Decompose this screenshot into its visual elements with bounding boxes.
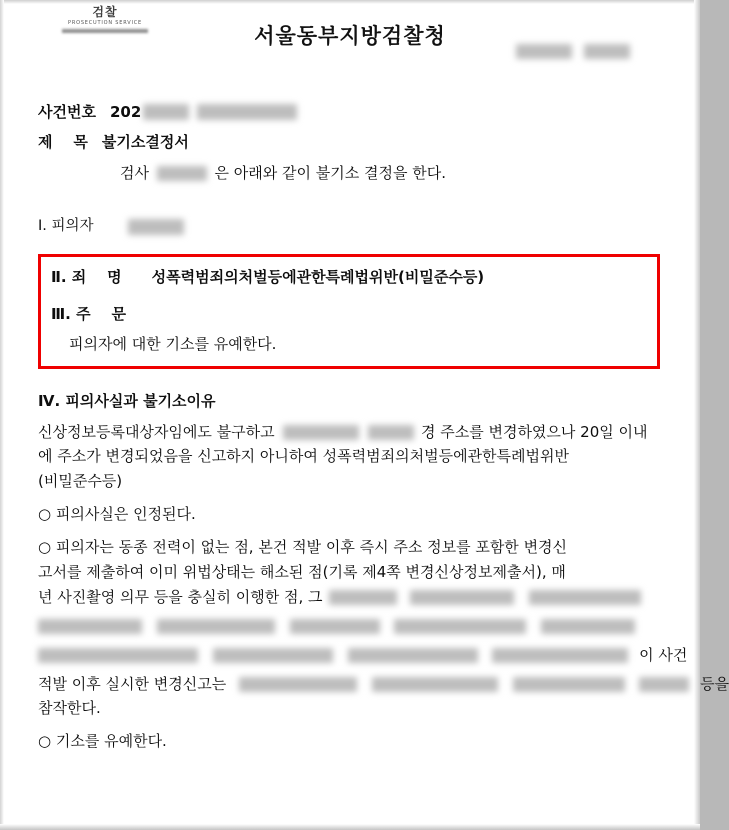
decision-statement-row <box>120 161 660 185</box>
redacted-reason-block-8 <box>541 619 635 634</box>
decision-statement-prefix: 검사 <box>120 163 149 182</box>
redacted-case-number-part2 <box>197 104 297 120</box>
emblem-subtitle-text: PROSECUTION SERVICE <box>68 20 142 26</box>
redacted-reason-block-5 <box>157 619 275 634</box>
redacted-reason-block-14 <box>372 677 498 692</box>
reason2-line6-text-tail: 등을 <box>700 674 729 693</box>
redacted-reason-block-10 <box>213 648 333 663</box>
case-number-label: 사건번호 <box>38 103 96 121</box>
redacted-reason-block-2 <box>410 590 514 605</box>
page-title: 서울동부지방검찰청 <box>254 24 446 48</box>
facts-line1-text: 신상정보등록대상자임에도 불구하고 <box>38 422 275 441</box>
reason-bullet-3: ○ 기소를 유예한다. <box>38 732 167 751</box>
reason2-line-3 <box>38 585 660 610</box>
redacted-reason-block-12 <box>492 648 628 663</box>
section-disposition-label: Ⅲ. 주 문 <box>51 304 126 323</box>
section-suspect-label: Ⅰ. 피의자 <box>38 217 94 234</box>
redacted-reason-block-6 <box>290 619 380 634</box>
redacted-suspect-name <box>128 219 184 235</box>
subject-label: 제 목 <box>38 133 88 152</box>
section-charge-label: Ⅱ. 죄 명 <box>51 268 122 287</box>
reason-bullet-2 <box>38 535 729 721</box>
reason2-line-2: 고서를 제출하여 이미 위법상태는 해소된 점(기록 제4쪽 변경신상정보제출서), 매 <box>38 563 566 582</box>
section-disposition <box>51 302 647 326</box>
reason-bullet-1: ○ 피의사실은 인정된다. <box>38 505 196 524</box>
redacted-header-field-1 <box>516 44 572 59</box>
redacted-reason-block-3 <box>529 590 641 605</box>
reason2-line5-text: 이 사건 <box>639 645 688 664</box>
reason2-line-6 <box>38 672 729 697</box>
reason2-redacted-line-4 <box>38 614 660 639</box>
redacted-reason-block-4 <box>38 619 142 634</box>
facts-line2-text: 경 주소를 변경하였으나 20일 이내 <box>420 422 648 441</box>
reason2-line-7: 참작한다. <box>38 699 101 718</box>
reason2-line3-text: 년 사진촬영 의무 등을 충실히 이행한 점, 그 <box>38 587 323 606</box>
redacted-date-part2 <box>368 425 414 440</box>
page-edge-right <box>694 0 700 830</box>
facts-paragraph-line-3: (비밀준수등) <box>38 472 123 491</box>
section-charge <box>51 265 647 289</box>
redacted-reason-block-11 <box>348 648 478 663</box>
redacted-reason-block-13 <box>239 677 357 692</box>
page-edge-left <box>0 0 4 830</box>
section-disposition-text: 피의자에 대한 기소를 유예한다. <box>69 334 277 353</box>
case-number-value: 202 <box>109 103 142 121</box>
section-suspect <box>38 215 660 238</box>
facts-paragraph-line-2: 에 주소가 변경되었음을 신고하지 아니하여 성폭력범죄의처벌등에관한특례법위반 <box>38 447 569 466</box>
subject-value: 불기소결정서 <box>101 133 189 152</box>
subject-row <box>38 130 660 154</box>
decision-statement-suffix: 은 아래와 같이 불기소 결정을 한다. <box>214 163 447 182</box>
facts-paragraph-line-1 <box>38 420 660 445</box>
reason2-line6-text: 적발 이후 실시한 변경신고는 <box>38 674 227 693</box>
section-facts-title: Ⅳ. 피의사실과 불기소이유 <box>38 392 216 411</box>
section-facts-and-reasons <box>38 389 729 754</box>
emblem-mark-text: 검찰 <box>92 5 118 19</box>
reason2-line-5 <box>38 643 688 668</box>
header-redaction-group <box>516 44 630 59</box>
redacted-date-part1 <box>283 425 359 440</box>
redacted-reason-block-7 <box>394 619 526 634</box>
redacted-reason-block-9 <box>38 648 198 663</box>
redacted-reason-block-15 <box>513 677 625 692</box>
case-number-row <box>38 100 660 124</box>
document-body <box>38 100 729 754</box>
highlighted-sections-box <box>38 254 660 369</box>
page-edge-top <box>0 0 700 4</box>
facts-paragraph <box>38 420 660 495</box>
page-edge-bottom <box>0 824 700 830</box>
redacted-header-field-2 <box>584 44 630 59</box>
redacted-prosecutor-name <box>157 166 207 181</box>
redacted-reason-block-1 <box>329 590 397 605</box>
reason2-line-1: ○ 피의자는 동종 전력이 없는 점, 본건 적발 이후 즉시 주소 정보를 포함한 변경신 <box>38 538 568 557</box>
redacted-reason-block-16 <box>639 677 689 692</box>
section-charge-value: 성폭력범죄의처벌등에관한특례법위반(비밀준수등) <box>151 268 485 287</box>
redacted-case-number-part1 <box>143 104 189 120</box>
